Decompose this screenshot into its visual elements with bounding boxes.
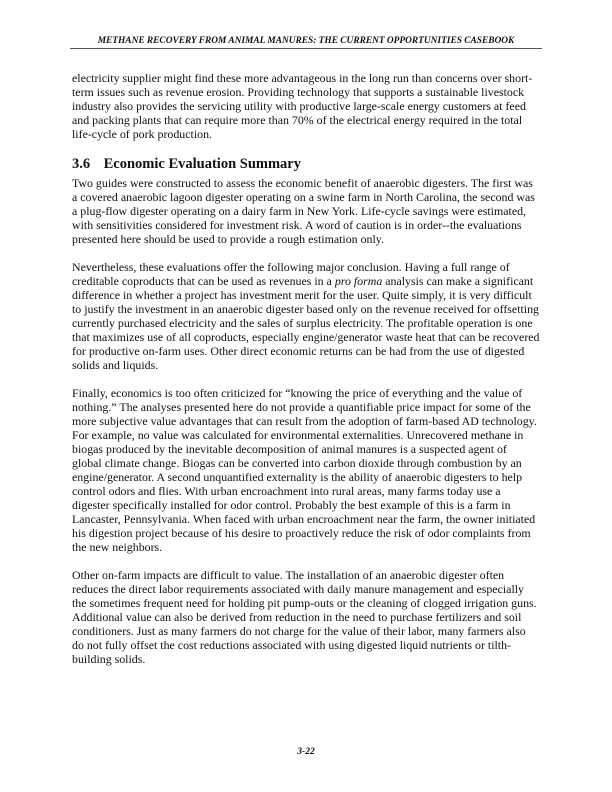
section-number: 3.6: [72, 156, 91, 172]
text-line: global climate change. Biogas can be converted into carbon dioxide through combustion by an: [72, 456, 522, 470]
text-line: Two guides were constructed to assess the economic benefit of anaerobic digesters. The first was: [72, 176, 533, 190]
text-line: the new neighbors.: [72, 540, 163, 554]
text-line: digester specifically installed for odor control. Probably the best example of this is a farm in: [72, 498, 511, 512]
text-line: electricity supplier might find these more advantageous in the long run than concerns over short-: [72, 71, 533, 85]
text-line: that maximizes use of all coproducts, especially engine/generator waste heat that can be recovered: [72, 330, 540, 344]
paragraph-externalities: [72, 386, 542, 554]
text-line: Other on-farm impacts are difficult to value. The installation of an anaerobic digester often: [72, 568, 505, 582]
text-line: reduces the direct labor requirements associated with daily manure management and especially: [72, 582, 524, 596]
section-heading: [72, 155, 542, 173]
page-content: [72, 71, 542, 680]
paragraph-conclusion: [72, 260, 542, 372]
text-line: with sensitivities considered for investment risk. A word of caution is in order--the evaluations: [72, 218, 522, 232]
running-header: METHANE RECOVERY FROM ANIMAL MANURES: THE CURRENT OPPORTUNITIES CASEBOOK: [97, 36, 515, 46]
text-line: currently purchased electricity and the sales of surplus electricity. The profitable operation is one: [72, 316, 533, 330]
text-line: Finally, economics is too often criticized for “knowing the price of everything and the value of: [72, 386, 523, 400]
text-line: industry also provides the servicing utility with productive large-scale energy customers at feed: [72, 99, 526, 113]
text-line: building solids.: [72, 652, 146, 666]
text-line: presented here should be used to provide a rough estimation only.: [72, 232, 384, 246]
text-line: conditioners. Just as many farmers do not charge for the value of their labor, many farmers also: [72, 624, 526, 638]
text-line: more subjective value advantages that can result from the adoption of farm-based AD technology.: [72, 414, 537, 428]
text-line: control odors and flies. With urban encroachment into rural areas, many farms today use a: [72, 484, 501, 498]
text-line: Nevertheless, these evaluations offer the following major conclusion. Having a full range of: [72, 260, 510, 274]
text-line: Lancaster, Pennsylvania. When faced with urban encroachment near the farm, the owner initiated: [72, 512, 536, 526]
text-run: creditable coproducts that can be used as revenues in a: [72, 274, 335, 288]
text-line: do not fully offset the cost reductions associated with using digested liquid nutrients or tilth-: [72, 638, 512, 652]
text-line: nothing.” The analyses presented here do not provide a quantifiable price impact for some of the: [72, 400, 531, 414]
text-line: the sometimes frequent need for holding pit pump-outs or the cleaning of clogged irrigation guns.: [72, 596, 537, 610]
italic-term: pro forma: [334, 274, 383, 288]
text-line-with-italic: [72, 274, 542, 288]
page-number: 3-22: [297, 747, 315, 757]
text-line: biogas produced by the inevitable decomposition of animal manures is a suspected agent of: [72, 442, 507, 456]
text-line: a plug-flow digester operating on a dairy farm in New York. Life-cycle savings were estimated,: [72, 204, 527, 218]
text-run: analysis can make a significant: [382, 274, 534, 288]
text-line: term issues such as revenue erosion. Providing technology that supports a sustainable livestock: [72, 85, 525, 99]
text-line: For example, no value was calculated for environmental externalities. Unrecovered methane in: [72, 428, 524, 442]
text-line: engine/generator. A second unquantified externality is the ability of anaerobic digesters to help: [72, 470, 523, 484]
header-rule: [70, 48, 542, 49]
text-line: difference in whether a project has investment merit for the user. Quite simply, it is very difficult: [72, 288, 532, 302]
text-line: life-cycle of pork production.: [72, 127, 212, 141]
paragraph-guides: [72, 176, 542, 246]
intro-paragraph: [72, 71, 542, 141]
paragraph-on-farm-impacts: [72, 568, 542, 666]
text-line: Additional value can also be derived from reduction in the need to purchase fertilizers and soil: [72, 610, 522, 624]
text-line: his digestion project because of his desire to proactively reduce the risk of odor complaints from: [72, 526, 531, 540]
text-line: a covered anaerobic lagoon digester operating on a swine farm in North Carolina, the second was: [72, 190, 535, 204]
text-line: to justify the investment in an anaerobic digester based only on the revenue received for offsetting: [72, 302, 539, 316]
text-line: for productive on-farm uses. Other direct economic returns can be had from the use of digested: [72, 344, 525, 358]
section-title: Economic Evaluation Summary: [103, 156, 301, 172]
text-line: solids and liquids.: [72, 358, 159, 372]
text-line: and packing plants that can require more than 70% of the electrical energy required in the total: [72, 113, 523, 127]
